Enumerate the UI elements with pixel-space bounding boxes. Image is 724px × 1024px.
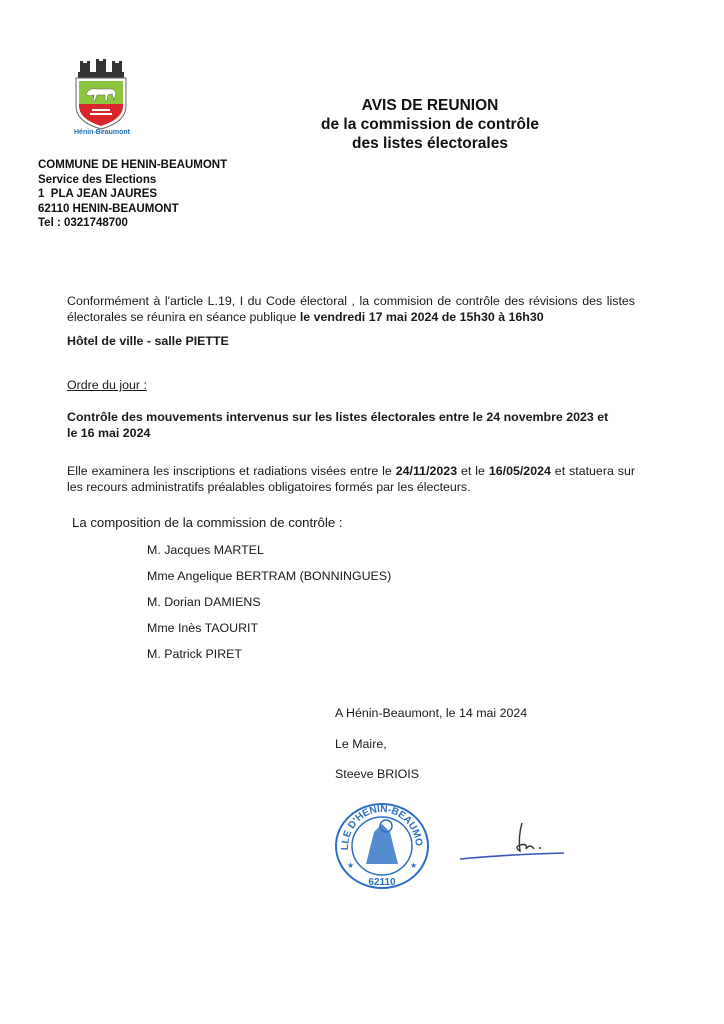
exam-text-3: et statuera sur les recours administratifs préalables obligatoires formés par les électeurs.: [67, 464, 635, 494]
agenda-label: Ordre du jour :: [67, 378, 147, 392]
svg-text:★: ★: [410, 861, 418, 870]
signature-icon: [458, 815, 566, 865]
stamp-bottom-text: 62110: [368, 877, 396, 888]
exam-text-2: et le: [457, 464, 489, 478]
stamp-top-text: LLE D'HENIN-BEAUMO: [339, 803, 425, 851]
meeting-location: Hôtel de ville - salle PIETTE: [67, 334, 229, 348]
title-line-1: AVIS DE REUNION: [361, 97, 499, 114]
signer-name: Steeve BRIOIS: [335, 767, 420, 781]
svg-text:★: ★: [347, 861, 355, 870]
agenda-item: Contrôle des mouvements intervenus sur les listes électorales entre le 24 novembre 2023 et le 16 mai 2024: [67, 410, 609, 440]
official-stamp: [330, 802, 434, 890]
place-date: A Hénin-Beaumont, le 14 mai 2024: [335, 706, 528, 720]
stamp-icon: [330, 802, 434, 890]
title-line-2: de la commission de contrôle: [321, 116, 539, 133]
sender-commune: COMMUNE DE HENIN-BEAUMONT: [38, 159, 228, 171]
member-item: M. Patrick PIRET: [147, 647, 243, 661]
exam-paragraph: [67, 463, 635, 495]
sender-street: 1 PLA JEAN JAURES: [38, 188, 158, 200]
logo-caption: Hénin-Beaumont: [74, 129, 130, 136]
handwritten-signature: [458, 815, 566, 865]
document-title: [280, 96, 580, 153]
sender-city: 62110 HENIN-BEAUMONT: [38, 202, 179, 215]
exam-text-1: Elle examinera les inscriptions et radiations visées entre le: [67, 464, 396, 478]
meeting-datetime: le vendredi 17 mai 2024 de 15h30 à 16h30: [299, 310, 544, 324]
sender-phone: Tel : 0321748700: [38, 217, 128, 229]
exam-date-start: 24/11/2023: [395, 464, 458, 478]
exam-date-end: 16/05/2024: [488, 464, 551, 478]
members-list: [147, 542, 391, 672]
member-item: M. Jacques MARTEL: [147, 543, 264, 557]
signer-role: Le Maire,: [335, 737, 387, 751]
member-item: Mme Inès TAOURIT: [147, 621, 259, 635]
city-logo: [70, 58, 132, 140]
intro-paragraph: [67, 293, 635, 325]
title-line-3: des listes électorales: [352, 135, 508, 152]
member-item: Mme Angelique BERTRAM (BONNINGUES): [147, 569, 392, 583]
sender-address: [38, 158, 227, 231]
sender-service: Service des Elections: [38, 173, 157, 186]
member-item: M. Dorian DAMIENS: [147, 595, 261, 609]
intro-text: Conformément à l'article L.19, I du Code électoral , la commision de contrôle des révisions des listes électorales se réunira en séance publique: [67, 294, 635, 324]
composition-label: La composition de la commission de contrôle :: [72, 515, 343, 530]
coat-of-arms-icon: [70, 58, 132, 130]
